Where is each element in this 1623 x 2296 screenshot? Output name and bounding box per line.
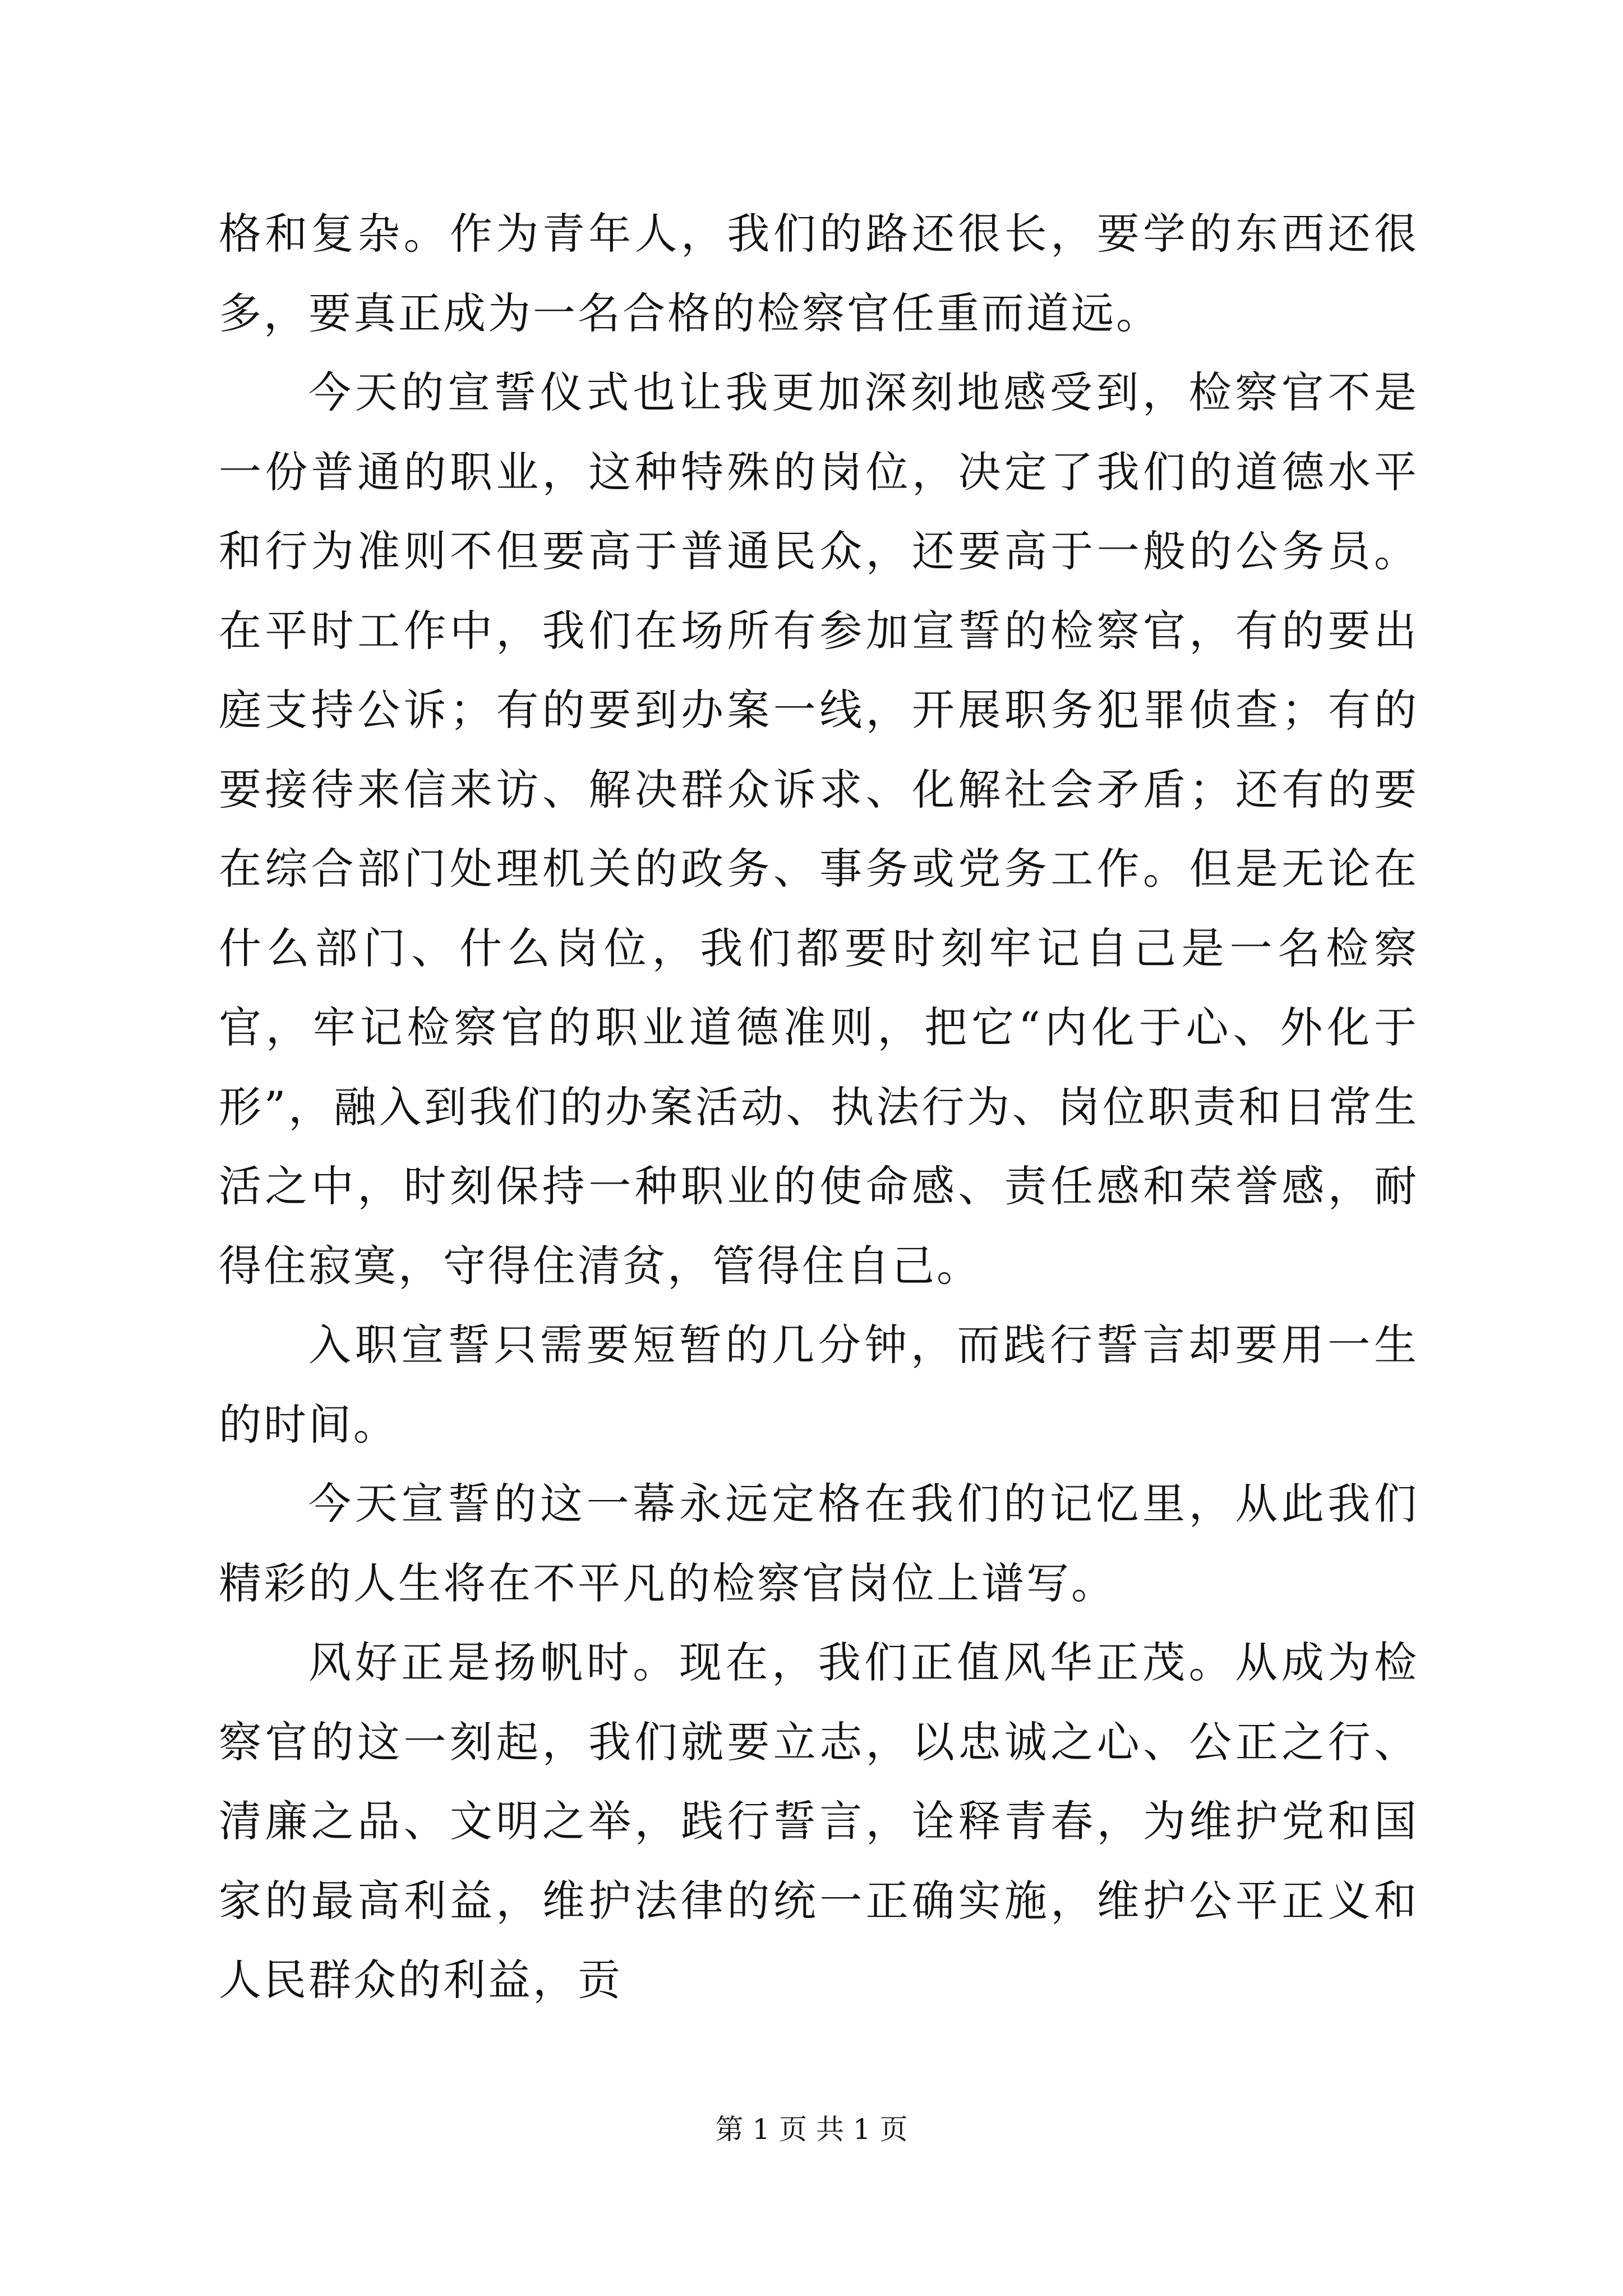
page-number-label: 第 1 页 共 1 页 bbox=[715, 2113, 908, 2146]
page-footer bbox=[0, 2113, 1623, 2146]
paragraph-1: 格和复杂。作为青年人，我们的路还很长，要学的东西还很多，要真正成为一名合格的检察官任重而道远。 bbox=[219, 209, 1419, 338]
paragraph-3: 入职宣誓只需要短暂的几分钟，而践行誓言却要用一生的时间。 bbox=[219, 1320, 1419, 1450]
body-text bbox=[219, 194, 1419, 2020]
paragraph-4: 今天宣誓的这一幕永远定格在我们的记忆里，从此我们精彩的人生将在不平凡的检察官岗位上谱写。 bbox=[219, 1479, 1419, 1608]
paragraph-2: 今天的宣誓仪式也让我更加深刻地感受到，检察官不是一份普通的职业，这种特殊的岗位，决定了我们的道德水平和行为准则不但要高于普通民众，还要高于一般的公务员。在平时工作中，我们在场所有参加宣誓的检察官，有的要出庭支持公诉；有的要到办案一线，开展职务犯罪侦查；有的要接待来信来访、解决群众诉求、化解社会矛盾；还有的要在综合部门处理机关的政务、事务或党务工作。但是无论在什么部门、什么岗位，我们都要时刻牢记自己是一名检察官，牢记检察官的职业道德准则，把它“内化于心、外化于形”，融入到我们的办案活动、执法行为、岗位职责和日常生活之中，时刻保持一种职业的使命感、责任感和荣誉感，耐得住寂寞，守得住清贫，管得住自己。 bbox=[219, 367, 1419, 1291]
paragraph-5: 风好正是扬帆时。现在，我们正值风华正茂。从成为检察官的这一刻起，我们就要立志，以忠诚之心、公正之行、清廉之品、文明之举，践行誓言，诠释青春，为维护党和国家的最高利益，维护法律的统一正确实施，维护公平正义和人民群众的利益，贡 bbox=[219, 1637, 1419, 2005]
